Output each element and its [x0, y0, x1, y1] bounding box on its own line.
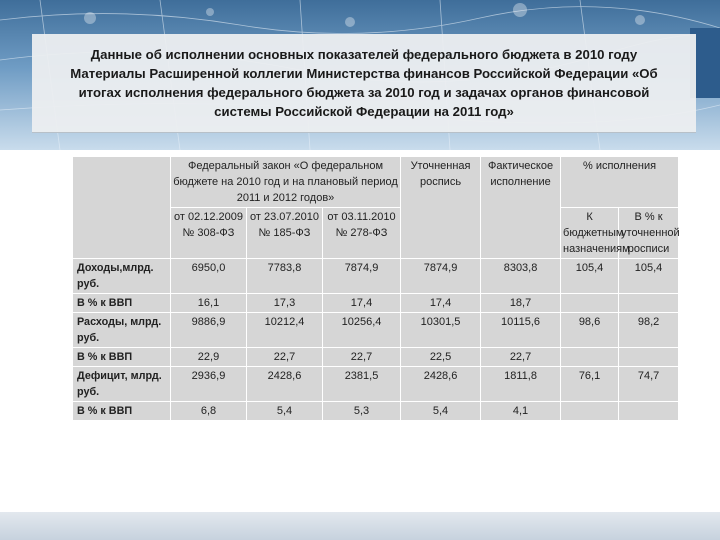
row-label: В % к ВВП [73, 402, 171, 421]
title-line: системы Российской Федерации на 2011 год» [214, 104, 514, 119]
table-cell: 9886,9 [171, 313, 247, 348]
header-empty-cell [73, 157, 171, 259]
row-label: Доходы,млрд. руб. [73, 259, 171, 294]
row-label: В % к ВВП [73, 348, 171, 367]
header-law-version: от 02.12.2009 № 308-ФЗ [171, 208, 247, 259]
table-cell: 76,1 [561, 367, 619, 402]
budget-table [72, 156, 679, 421]
table-cell: 17,4 [323, 294, 401, 313]
header-pct: % исполнения [561, 157, 679, 208]
table-cell: 74,7 [619, 367, 679, 402]
table-cell: 6950,0 [171, 259, 247, 294]
header-pct-refined: В % к уточненной росписи [619, 208, 679, 259]
page-title [54, 45, 674, 121]
table-cell: 10115,6 [481, 313, 561, 348]
header-refined: Уточненная роспись [401, 157, 481, 259]
table-cell [619, 348, 679, 367]
table-cell: 5,4 [247, 402, 323, 421]
table-row [73, 259, 679, 294]
table-cell: 7874,9 [401, 259, 481, 294]
title-line: итогах исполнения федерального бюджета за 2010 год и задачах органов финансовой [78, 85, 650, 100]
table-cell: 18,7 [481, 294, 561, 313]
table-cell: 8303,8 [481, 259, 561, 294]
table-row [73, 367, 679, 402]
table-row [73, 402, 679, 421]
footer-strip [0, 512, 720, 540]
table-cell: 22,7 [247, 348, 323, 367]
table-cell [561, 348, 619, 367]
table-row [73, 313, 679, 348]
table-cell: 2428,6 [401, 367, 481, 402]
table-cell: 98,6 [561, 313, 619, 348]
table-cell: 10301,5 [401, 313, 481, 348]
header-federal-law: Федеральный закон «О федеральном бюджете на 2010 год и на плановый период 2011 и 2012 годов» [171, 157, 401, 208]
table-row [73, 294, 679, 313]
table-cell: 22,7 [481, 348, 561, 367]
table-cell [619, 402, 679, 421]
table-cell: 10256,4 [323, 313, 401, 348]
table-cell [619, 294, 679, 313]
budget-table-container [72, 156, 678, 421]
title-line: Материалы Расширенной коллегии Министерства финансов Российской Федерации «Об [70, 66, 658, 81]
table-cell: 17,3 [247, 294, 323, 313]
header-pct-law: К бюджетным назначениям [561, 208, 619, 259]
table-cell: 2428,6 [247, 367, 323, 402]
table-cell: 98,2 [619, 313, 679, 348]
table-cell: 22,7 [323, 348, 401, 367]
table-cell: 7874,9 [323, 259, 401, 294]
header-law-version: от 03.11.2010 № 278-ФЗ [323, 208, 401, 259]
table-cell: 16,1 [171, 294, 247, 313]
table-cell: 22,5 [401, 348, 481, 367]
table-cell: 17,4 [401, 294, 481, 313]
row-label: В % к ВВП [73, 294, 171, 313]
table-header-row [73, 157, 679, 208]
table-cell [561, 294, 619, 313]
table-cell: 1811,8 [481, 367, 561, 402]
table-cell: 105,4 [561, 259, 619, 294]
table-cell: 105,4 [619, 259, 679, 294]
row-label: Расходы, млрд. руб. [73, 313, 171, 348]
table-cell: 5,3 [323, 402, 401, 421]
title-line: Данные об исполнении основных показателей федерального бюджета в 2010 году [90, 47, 638, 62]
table-cell: 6,8 [171, 402, 247, 421]
header-actual: Фактическое исполнение [481, 157, 561, 259]
row-label: Дефицит, млрд. руб. [73, 367, 171, 402]
table-cell: 22,9 [171, 348, 247, 367]
table-cell: 10212,4 [247, 313, 323, 348]
table-cell: 2936,9 [171, 367, 247, 402]
table-cell: 2381,5 [323, 367, 401, 402]
table-cell: 7783,8 [247, 259, 323, 294]
title-box [32, 34, 696, 133]
table-row [73, 348, 679, 367]
header-law-version: от 23.07.2010 № 185-ФЗ [247, 208, 323, 259]
table-cell [561, 402, 619, 421]
table-cell: 5,4 [401, 402, 481, 421]
table-cell: 4,1 [481, 402, 561, 421]
